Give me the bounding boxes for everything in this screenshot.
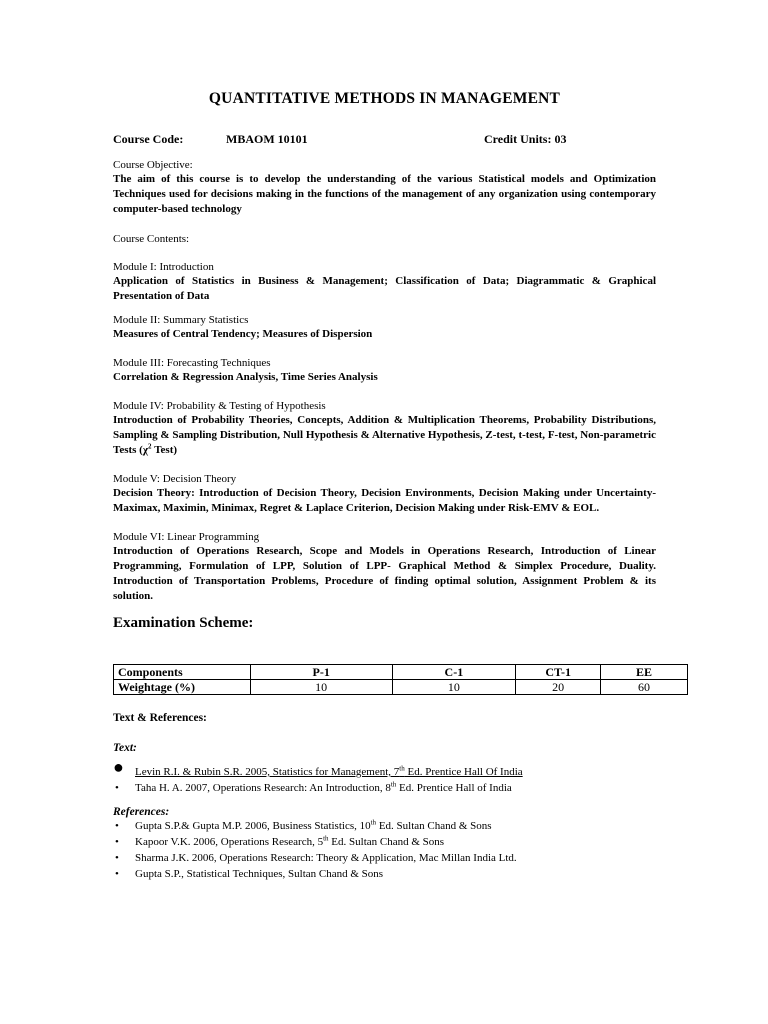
ref-sup: th [390,780,397,789]
module-2 [113,313,656,342]
module-text: Decision Theory: Introduction of Decision Theory, Decision Environments, Decision Making under Uncertainty- Maximax, Maximin, Minimax, Regret & Laplace Criterion, Decision Making under Risk-EMV & EOL. [113,487,656,514]
contents-label: Course Contents: [113,233,190,245]
ref-text-end: Ed. Prentice Hall of India [396,782,512,794]
list-item [113,834,673,850]
page-title: QUANTITATIVE METHODS IN MANAGEMENT [208,90,561,107]
table-row [114,680,688,695]
module-label: Module VI: Linear Programming [113,531,260,543]
table-header-cell: P-1 [250,665,392,680]
table-cell: 20 [516,680,601,695]
table-header-cell: C-1 [392,665,516,680]
table-cell: 10 [250,680,392,695]
references-label: References: [113,806,170,818]
course-code-value: MBAOM 10101 [226,132,308,146]
document-page [113,90,656,632]
objective-text: The aim of this course is to develop the understanding of the various Statistical models and Optimization Techniques used for decisions making in the functions of the management of any organization using contemporary computer-based technology [113,173,656,215]
course-meta [113,132,656,148]
table-row-label: Weightage (%) [114,680,251,695]
ref-text-end: Ed. Sultan Chand & Sons [328,836,445,848]
module-label: Module III: Forecasting Techniques [113,357,271,369]
ref-text: Taha H. A. 2007, Operations Research: An Introduction, 8 [135,782,391,794]
module-text: Application of Statistics in Business & Management; Classification of Data; Diagrammatic & Graphical Presentation of Data [113,275,656,302]
ref-sup: th [370,818,377,827]
bullet-icon: • [115,782,119,794]
list-item [113,757,673,780]
module-1 [113,260,656,304]
module-text: Correlation & Regression Analysis, Time Series Analysis [113,371,378,383]
ref-sup: th [323,834,329,843]
table-cell: 60 [601,680,688,695]
chi-symbol: χ [142,444,148,456]
list-item [113,866,673,882]
ref-text: Gupta S.P.& Gupta M.P. 2006, Business Statistics, 10 [135,820,371,832]
references-section [113,712,673,882]
module-label: Module I: Introduction [113,261,214,273]
references-list [113,818,673,882]
list-item [113,818,673,834]
text-list [113,757,673,796]
module-text-main: Introduction of Probability Theories, Concepts, Addition & Multiplication Theorems, Probability Distributions, Sampling & Sampling Distribution, Null Hypothesis & Alternative Hypothesis, Z-test, t-test, F-test, Non-parametric Tests ( [113,414,656,456]
references-heading: Text & References: [113,712,207,724]
module-text: Introduction of Operations Research, Scope and Models in Operations Research, Introduction of Linear Programming, Formulation of LPP, Solution of LPP- Graphical Method & Simplex Procedure, Duality. Introduction of Transportation Problems, Procedure of finding optimal solution, Assignment Problem & its solution. [113,545,656,602]
list-item [113,780,673,796]
table-cell: 10 [392,680,516,695]
bullet-icon: ● [113,757,124,777]
module-text-end: Test) [151,444,178,456]
bullet-icon: • [115,868,119,880]
chi-superscript: 2 [147,442,152,451]
objective-label: Course Objective: [113,159,193,171]
module-6 [113,530,656,604]
ref-text: Gupta S.P., Statistical Techniques, Sultan Chand & Sons [135,868,384,880]
course-code-label: Course Code: [113,132,184,146]
text-label: Text: [113,742,137,754]
ref-text: Kapoor V.K. 2006, Operations Research, 5 [135,836,324,848]
ref-text: Sharma J.K. 2006, Operations Research: Theory & Application, Mac Millan India Ltd. [135,852,517,864]
module-3 [113,356,656,385]
table-header-cell: CT-1 [516,665,601,680]
bullet-icon: • [115,820,119,832]
credit-units: Credit Units: 03 [484,132,567,146]
ref-text-end: Ed. Sultan Chand & Sons [376,820,492,832]
list-item [113,850,673,866]
module-5 [113,472,656,516]
module-label: Module II: Summary Statistics [113,314,249,326]
module-label: Module V: Decision Theory [113,473,237,485]
module-text [113,413,656,458]
ref-text: Levin R.I. & Rubin S.R. 2005, Statistics for Management, 7 [135,766,400,778]
bullet-icon: • [115,836,119,848]
table-header-row [114,665,688,680]
module-4 [113,399,656,458]
table-header-cell: EE [601,665,688,680]
exam-scheme-table [113,664,688,695]
module-text: Measures of Central Tendency; Measures of Dispersion [113,328,373,340]
ref-text-end: Ed. Prentice Hall Of India [404,766,523,778]
bullet-icon: • [115,852,119,864]
table-header-cell: Components [114,665,251,680]
exam-heading: Examination Scheme: [113,615,254,631]
ref-sup: th [399,764,405,773]
module-label: Module IV: Probability & Testing of Hypothesis [113,400,326,412]
